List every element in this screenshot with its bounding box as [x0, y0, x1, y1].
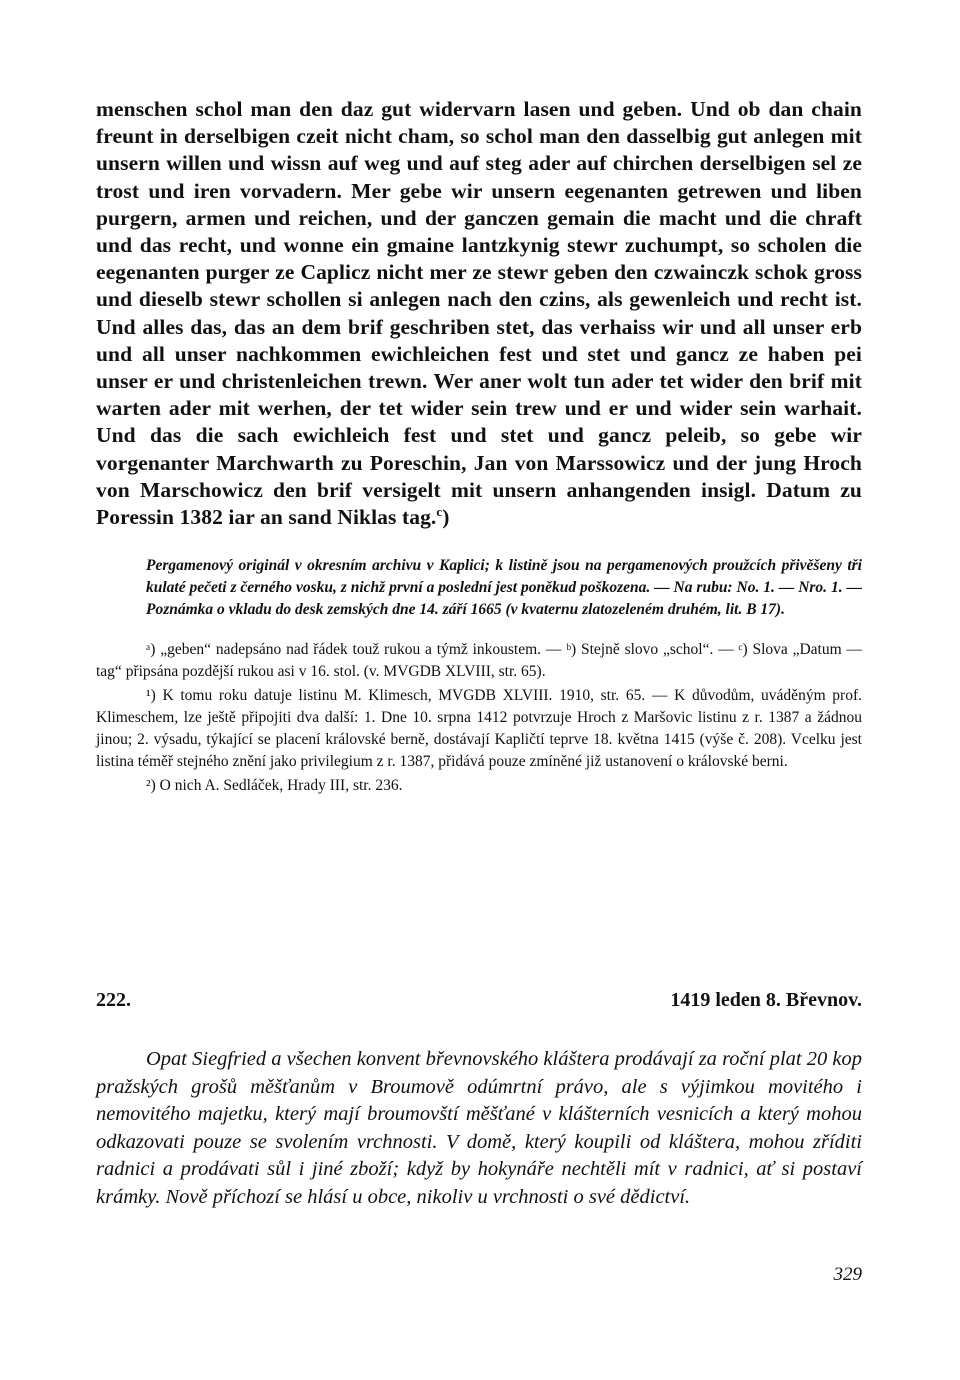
footnote-1: ¹) K tomu roku datuje listinu M. Klimesch, MVGDB XLVIII. 1910, str. 65. — K důvodům, uváděným prof. Klimeschem, lze ještě připojiti dva další: 1. Dne 10. srpna 1412 potvrzuje Hroch z Maršovic listinu z r. 1387 a žádnou jinou; 2. výsadu, týkající se placení královské berně, dostávají Kapličtí teprve 18. května 1415 (výše č. 208). Vcelku jest listina téměř stejného znění jako privilegium z r. 1387, přidává pouze zmíněné již ustanovení o královské berni. [96, 687, 862, 771]
textual-footnotes: ᵃ) „geben“ nadepsáno nad řádek touž rukou a týmž inkoustem. — ᵇ) Stejně slovo „schol“. — ᶜ) Slova „Datum — tag“ připsána pozdější rukou asi v 16. stol. (v. MVGDB XLVIII, str. 65). [96, 641, 862, 681]
critical-apparatus [96, 555, 862, 797]
charter-text [96, 96, 862, 531]
entry-date-place: 1419 leden 8. Břevnov. [670, 989, 862, 1011]
entry-heading [96, 989, 862, 1012]
archive-note: Pergamenový originál v okresním archivu v Kaplici; k listině jsou na pergamenových proužcích přivěšeny tři kulaté pečeti z černého vosku, z nichž první a poslední jest poněkud poškozena. — Na rubu: No. 1. — Nro. 1. — Poznámka o vkladu do desk zemských dne 14. září 1665 (v kvaternu zlatozeleném druhém, lit. B 17). [146, 557, 862, 619]
document-page [96, 96, 862, 1285]
footnote-2: ²) O nich A. Sedláček, Hrady III, str. 236. [146, 777, 403, 795]
regest-summary: Opat Siegfried a všechen konvent břevnovského kláštera prodávají za roční plat 20 kop pražských grošů měšťanům v Broumově odúmrtní právo, ale s výjimkou movitého i nemovitého majetku, který mají broumovští měšťané v klášterních vesnicích a který mohou odkazovati pouze se svolením vrchnosti. V domě, který koupili od kláštera, mohou zříditi radnici a prodávati sůl i jiné zboží; když by hokynáře nechtěli mít v radnici, ať si postaví krámky. Nově příchozí se hlásí u obce, nikoliv u vrchnosti o své dědictví. [96, 1048, 862, 1208]
charter-text-closing: ) [442, 505, 450, 530]
footnotes [96, 639, 862, 797]
page-number: 329 [833, 1264, 862, 1285]
charter-text-body: menschen schol man den daz gut widervarn lasen und geben. Und ob dan chain freunt in derselbigen czeit nicht cham, so schol man den dasselbig gut anlegen mit unsern willen und wissn auf weg und auf steg ader auf chirchen derselbigen sel ze trost und iren vorvadern. Mer gebe wir unsern eegenanten getrewen und liben purgern, armen und reichen, und der ganczen gemain die macht und die chraft und das recht, und wonne ein gmaine lantzkynig stewr zuchumpt, so scholen die eegenanten purger ze Caplicz nicht mer ze stewr geben den czwainczk schok gross und dieselb stewr schollen si anlegen nach den czins, als gewenleich und recht ist. Und alles das, das an dem brif geschriben stet, das verhaiss wir und all unser erb und all unser nachkommen ewichleichen fest und stet und gancz ze haben pei unser er und christenleichen trewn. Wer aner wolt tun ader tet wider den brif mit warten ader mit werhen, der tet wider sein trew und er und wider sein warhait. Und das die sach ewichleich fest und stet und gancz peleib, so gebe wir vorgenanter Marchwarth zu Poreschin, Jan von Marssowicz und der jung Hroch von Marschowicz den brif versigelt mit unsern anhangenden insigl. Datum zu Poressin 1382 iar an sand Niklas tag. [96, 97, 862, 530]
entry-number: 222. [96, 989, 131, 1011]
footnote-marker-c: c [436, 503, 443, 519]
